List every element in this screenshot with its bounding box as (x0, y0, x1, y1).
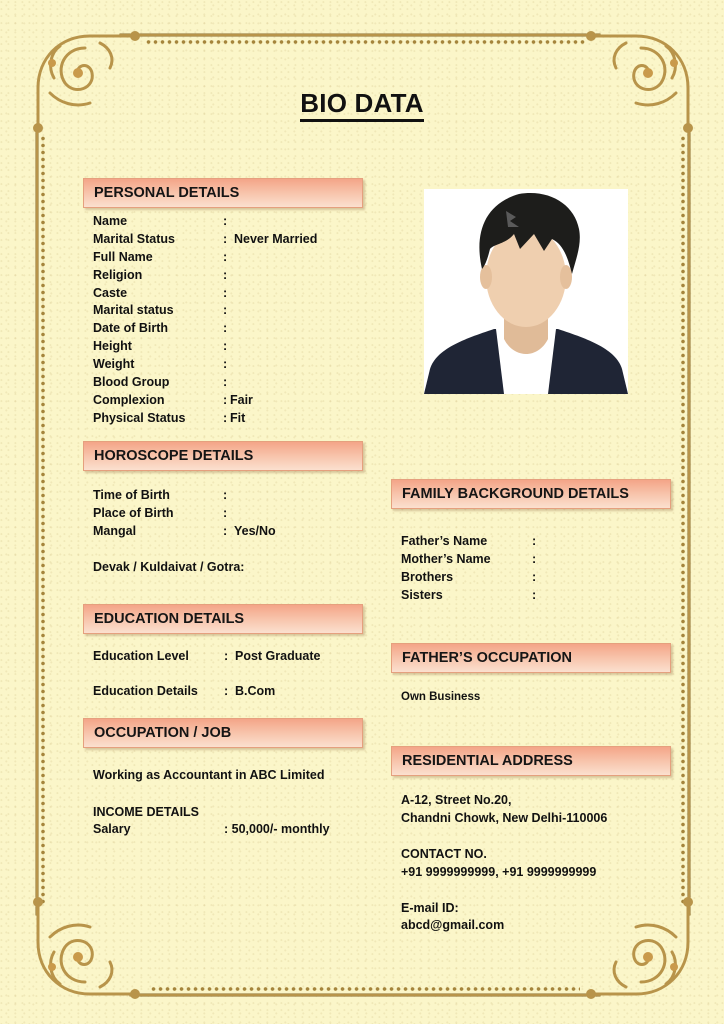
salary-label: Salary (93, 822, 131, 836)
detail-row (93, 338, 373, 356)
detail-label: Marital status (93, 303, 174, 318)
fathers-occupation-value: Own Business (401, 691, 481, 703)
frame-bottom-line (130, 994, 600, 996)
section-title: EDUCATION DETAILS (94, 611, 245, 627)
email-value: abcd@gmail.com (401, 918, 505, 932)
frame-right-dots (681, 135, 685, 905)
section-header-family-background (391, 479, 671, 509)
detail-row (93, 285, 373, 303)
detail-separator: : (223, 285, 228, 300)
detail-label: Time of Birth (93, 488, 170, 502)
detail-label: Mother’s Name (401, 551, 491, 566)
corner-ornament-icon (586, 28, 696, 138)
detail-row (93, 302, 373, 320)
detail-label: Marital Status (93, 231, 175, 246)
detail-label: Physical Status (93, 410, 186, 425)
detail-separator: : (223, 214, 228, 228)
section-title: FAMILY BACKGROUND DETAILS (402, 486, 629, 502)
detail-row (93, 249, 373, 267)
detail-row (93, 374, 373, 392)
detail-separator: : (223, 392, 228, 407)
detail-separator: : (223, 267, 228, 282)
detail-separator: : (532, 569, 537, 584)
corner-ornament-icon (30, 28, 140, 138)
detail-separator: : (224, 684, 229, 698)
detail-value: Fair (230, 392, 253, 407)
income-heading: INCOME DETAILS (93, 805, 200, 819)
detail-label: Brothers (401, 569, 454, 584)
salary-value: : 50,000/- monthly (224, 822, 330, 836)
detail-separator: : (223, 505, 228, 520)
detail-separator: : (223, 375, 228, 390)
detail-separator: : (532, 534, 537, 548)
detail-row (93, 356, 373, 374)
frame-top-dots (145, 40, 585, 44)
occupation-description: Working as Accountant in ABC Limited (93, 768, 325, 782)
detail-label: Education Level (93, 649, 189, 663)
section-header-fathers-occupation (391, 643, 671, 673)
detail-separator: : (223, 357, 228, 372)
address-line-2: Chandni Chowk, New Delhi-110006 (401, 811, 608, 825)
section-title: PERSONAL DETAILS (94, 185, 240, 201)
section-title: FATHER’S OCCUPATION (402, 650, 572, 666)
section-header-residential-address (391, 746, 671, 776)
detail-separator: : (223, 249, 228, 264)
detail-separator: : (223, 488, 228, 502)
detail-label: Mangal (93, 523, 137, 538)
detail-label: Father’s Name (401, 534, 488, 548)
avatar-icon (424, 189, 628, 394)
detail-row (401, 533, 661, 551)
page-title (0, 88, 724, 119)
frame-top-line (120, 34, 600, 36)
detail-value: Yes/No (234, 523, 276, 538)
detail-row (93, 213, 373, 231)
detail-value: B.Com (235, 684, 276, 698)
detail-row (401, 551, 661, 569)
profile-photo (424, 189, 628, 394)
section-title: RESIDENTIAL ADDRESS (402, 753, 573, 769)
frame-left-line (36, 125, 38, 915)
family-details-list (401, 533, 661, 605)
frame-bottom-dots (150, 987, 580, 991)
detail-separator: : (223, 523, 228, 538)
detail-separator: : (223, 231, 228, 246)
detail-row (401, 569, 661, 587)
detail-label: Education Details (93, 684, 198, 698)
detail-row (93, 487, 373, 505)
detail-row (401, 587, 661, 605)
detail-label: Full Name (93, 249, 153, 264)
frame-right-line (688, 125, 690, 915)
contact-value: +91 9999999999, +91 9999999999 (401, 865, 597, 879)
corner-ornament-icon (30, 892, 140, 1002)
detail-label: Caste (93, 285, 128, 300)
detail-label: Height (93, 339, 132, 354)
detail-label: Weight (93, 357, 135, 372)
detail-separator: : (224, 649, 229, 663)
detail-label: Religion (93, 267, 143, 282)
detail-label: Place of Birth (93, 505, 174, 520)
contact-heading: CONTACT NO. (401, 847, 487, 861)
detail-value: Never Married (234, 231, 318, 246)
detail-label: Name (93, 214, 128, 228)
detail-label: Blood Group (93, 375, 170, 390)
detail-value: Fit (230, 410, 246, 425)
detail-separator: : (223, 339, 228, 354)
gotra-line: Devak / Kuldaivat / Gotra: (93, 560, 245, 574)
detail-separator: : (223, 410, 228, 425)
section-header-occupation (83, 718, 363, 748)
detail-separator: : (223, 321, 228, 336)
detail-row (93, 320, 373, 338)
detail-label: Date of Birth (93, 321, 168, 336)
page-title-text: BIO DATA (300, 88, 423, 122)
address-line-1: A-12, Street No.20, (401, 793, 512, 807)
corner-ornament-icon (586, 892, 696, 1002)
detail-row (93, 231, 373, 249)
section-header-horoscope-details (83, 441, 363, 471)
section-title: OCCUPATION / JOB (94, 725, 232, 741)
email-heading: E-mail ID: (401, 901, 459, 915)
detail-label: Complexion (93, 392, 165, 407)
frame-left-dots (41, 135, 45, 905)
detail-row (93, 505, 373, 523)
detail-value: Post Graduate (235, 649, 321, 663)
horoscope-details-list (93, 487, 373, 541)
section-header-education-details (83, 604, 363, 634)
personal-details-list (93, 213, 373, 428)
detail-row (93, 523, 373, 541)
detail-separator: : (532, 587, 537, 602)
detail-separator: : (532, 551, 537, 566)
detail-row (93, 267, 373, 285)
section-title: HOROSCOPE DETAILS (94, 448, 254, 464)
detail-row (93, 410, 373, 428)
section-header-personal-details (83, 178, 363, 208)
detail-row (93, 392, 373, 410)
detail-label: Sisters (401, 587, 443, 602)
detail-separator: : (223, 303, 228, 318)
